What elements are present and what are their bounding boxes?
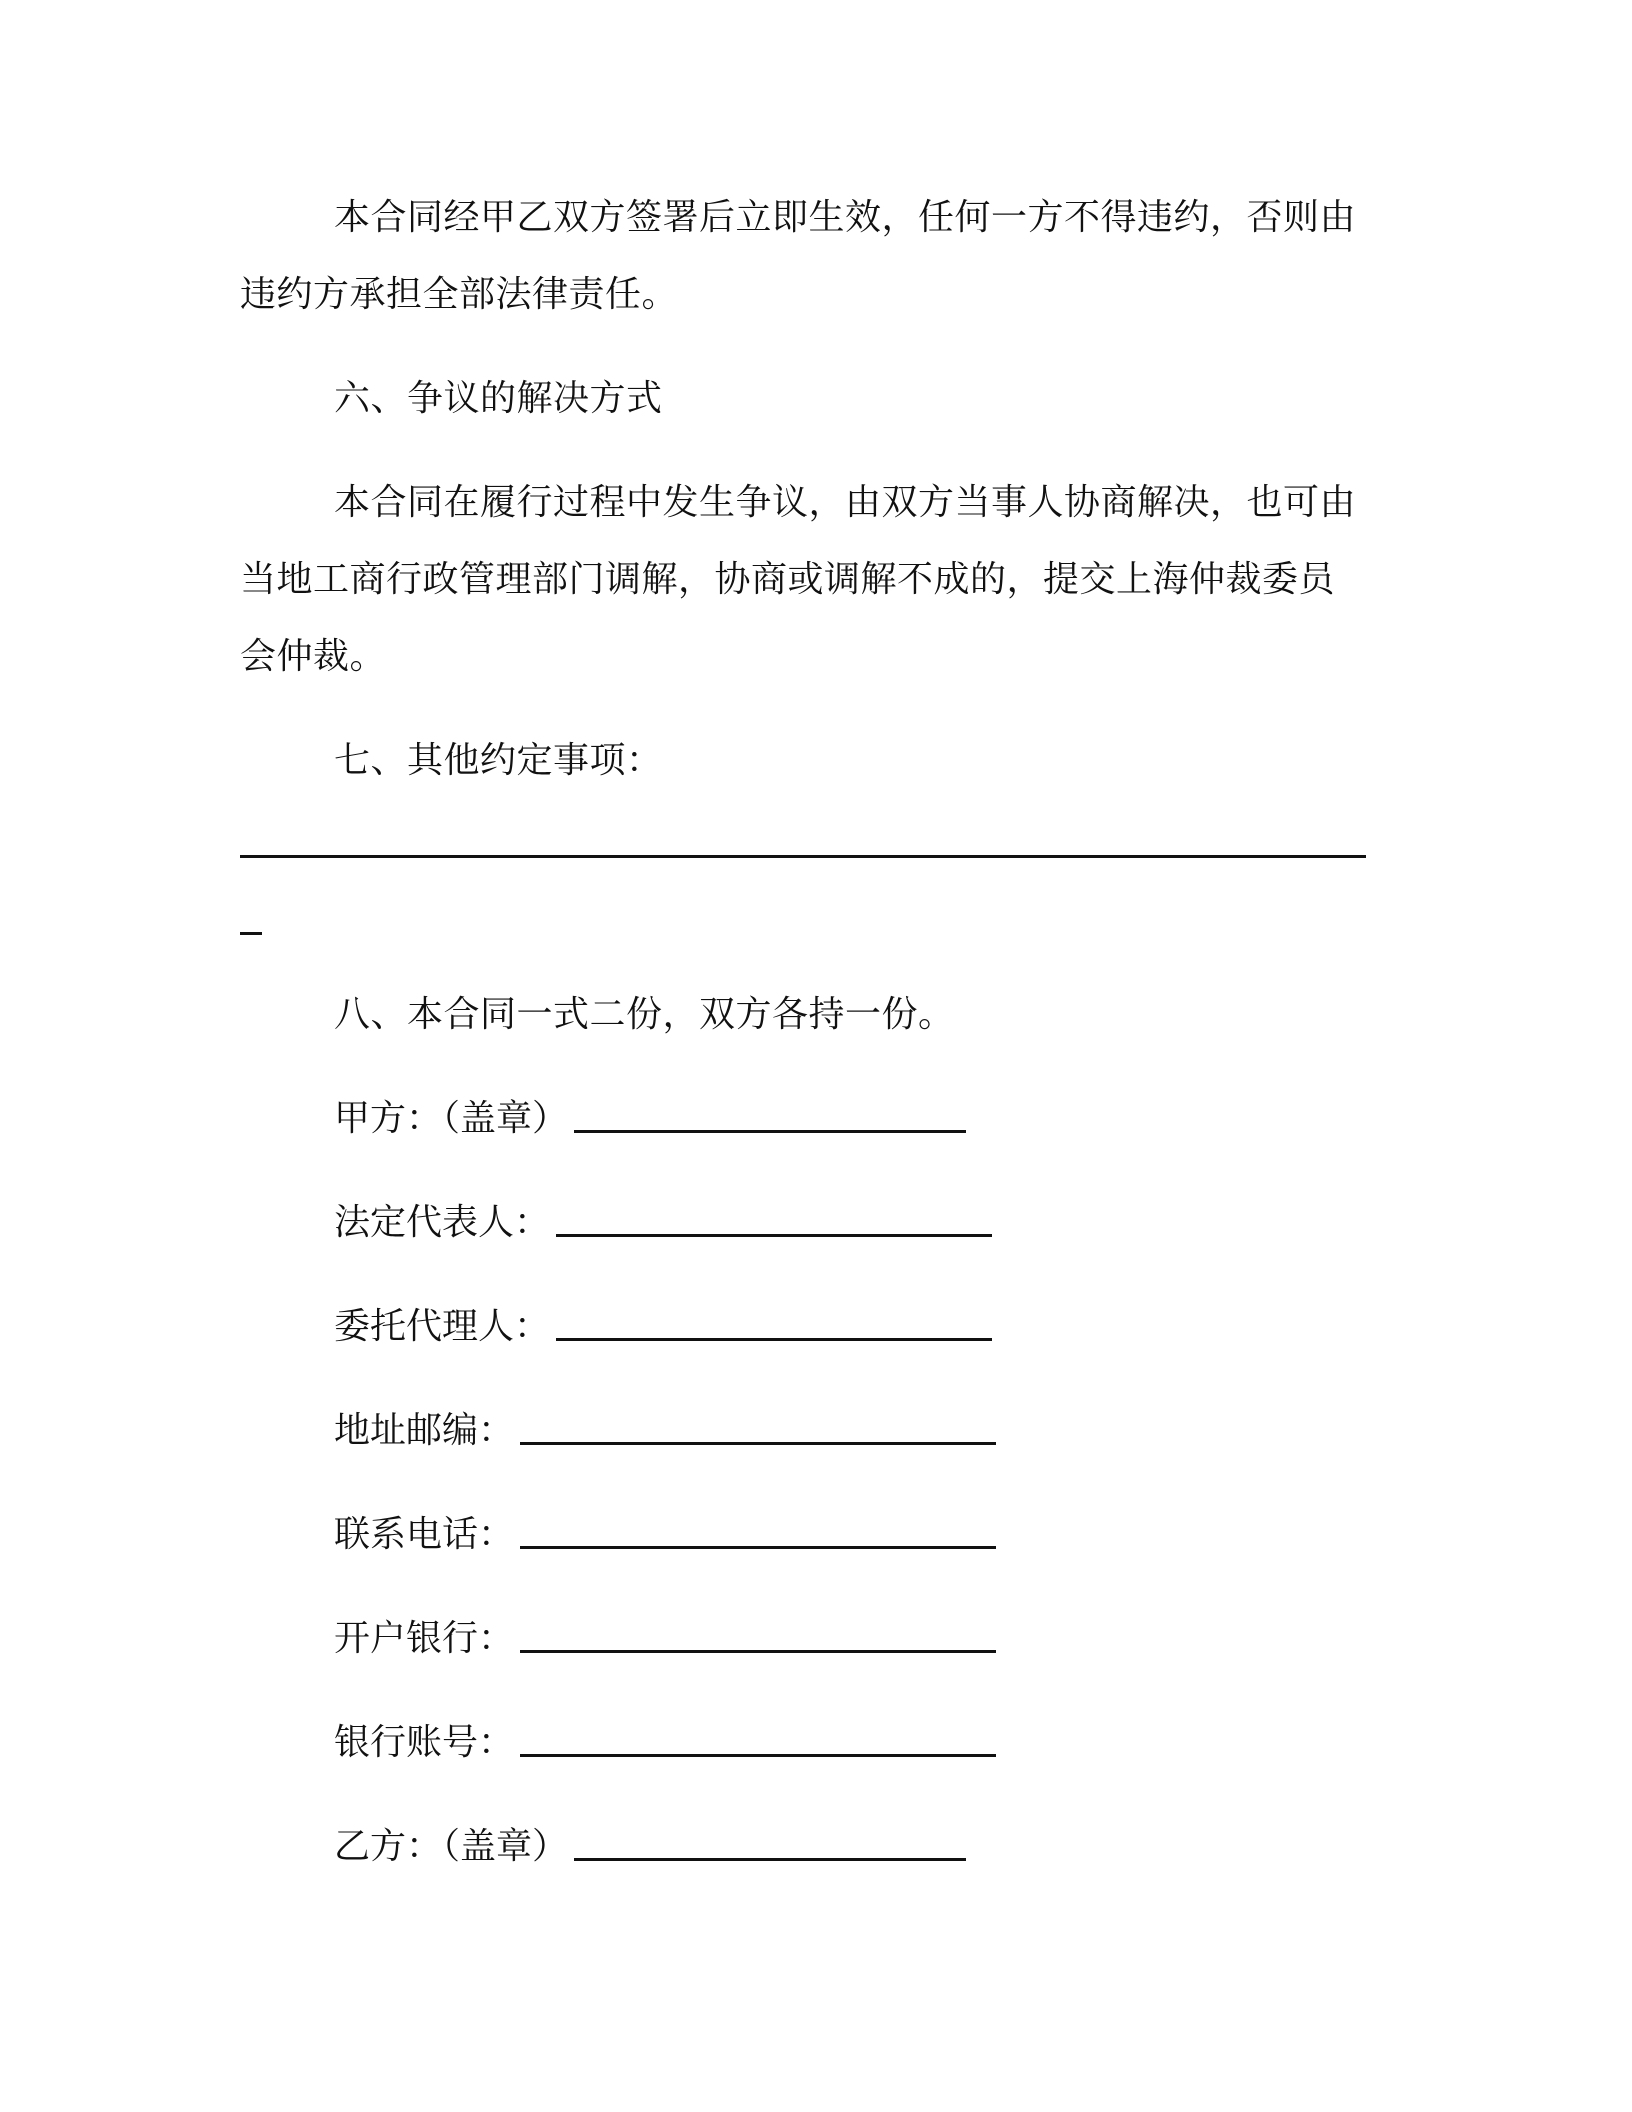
phone-field (334, 1513, 996, 1557)
legal-representative-blank (556, 1234, 992, 1237)
address-postcode-field (334, 1409, 996, 1453)
legal-representative-label: 法定代表人： (334, 1202, 551, 1243)
party-b-seal-field (334, 1825, 966, 1869)
authorized-agent-blank (556, 1338, 992, 1341)
paragraph-dispute-line-3: 会仲裁。 (240, 636, 387, 677)
authorized-agent-label: 委托代理人： (334, 1306, 551, 1347)
address-postcode-blank (520, 1442, 996, 1445)
bank-field (334, 1617, 996, 1661)
section-heading-8: 八、本合同一式二份，双方各持一份。 (334, 994, 955, 1035)
section-heading-6: 六、争议的解决方式 (334, 378, 663, 419)
paragraph-dispute-line-1: 本合同在履行过程中发生争议，由双方当事人协商解决，也可由 (334, 482, 1357, 523)
paragraph-dispute-line-2: 当地工商行政管理部门调解，协商或调解不成的，提交上海仲裁委员 (240, 559, 1336, 600)
phone-blank (520, 1546, 996, 1549)
party-a-seal-field (334, 1097, 966, 1141)
blank-line-other-terms-continuation (240, 932, 262, 935)
paragraph-effect-line-1: 本合同经甲乙双方签署后立即生效，任何一方不得违约，否则由 (334, 197, 1357, 238)
phone-label: 联系电话： (334, 1514, 515, 1555)
bank-label: 开户银行： (334, 1618, 515, 1659)
party-b-seal-blank (574, 1858, 966, 1861)
party-a-seal-blank (574, 1130, 966, 1133)
bank-account-field (334, 1721, 996, 1765)
paragraph-effect-line-2: 违约方承担全部法律责任。 (240, 274, 679, 315)
authorized-agent-field (334, 1305, 992, 1349)
bank-account-blank (520, 1754, 996, 1757)
party-a-seal-label: 甲方：（盖章） (334, 1098, 569, 1139)
bank-blank (520, 1650, 996, 1653)
section-heading-7: 七、其他约定事项： (334, 740, 663, 781)
blank-line-other-terms (240, 855, 1366, 858)
party-b-seal-label: 乙方：（盖章） (334, 1826, 569, 1867)
bank-account-label: 银行账号： (334, 1722, 515, 1763)
legal-representative-field (334, 1201, 992, 1245)
address-postcode-label: 地址邮编： (334, 1410, 515, 1451)
